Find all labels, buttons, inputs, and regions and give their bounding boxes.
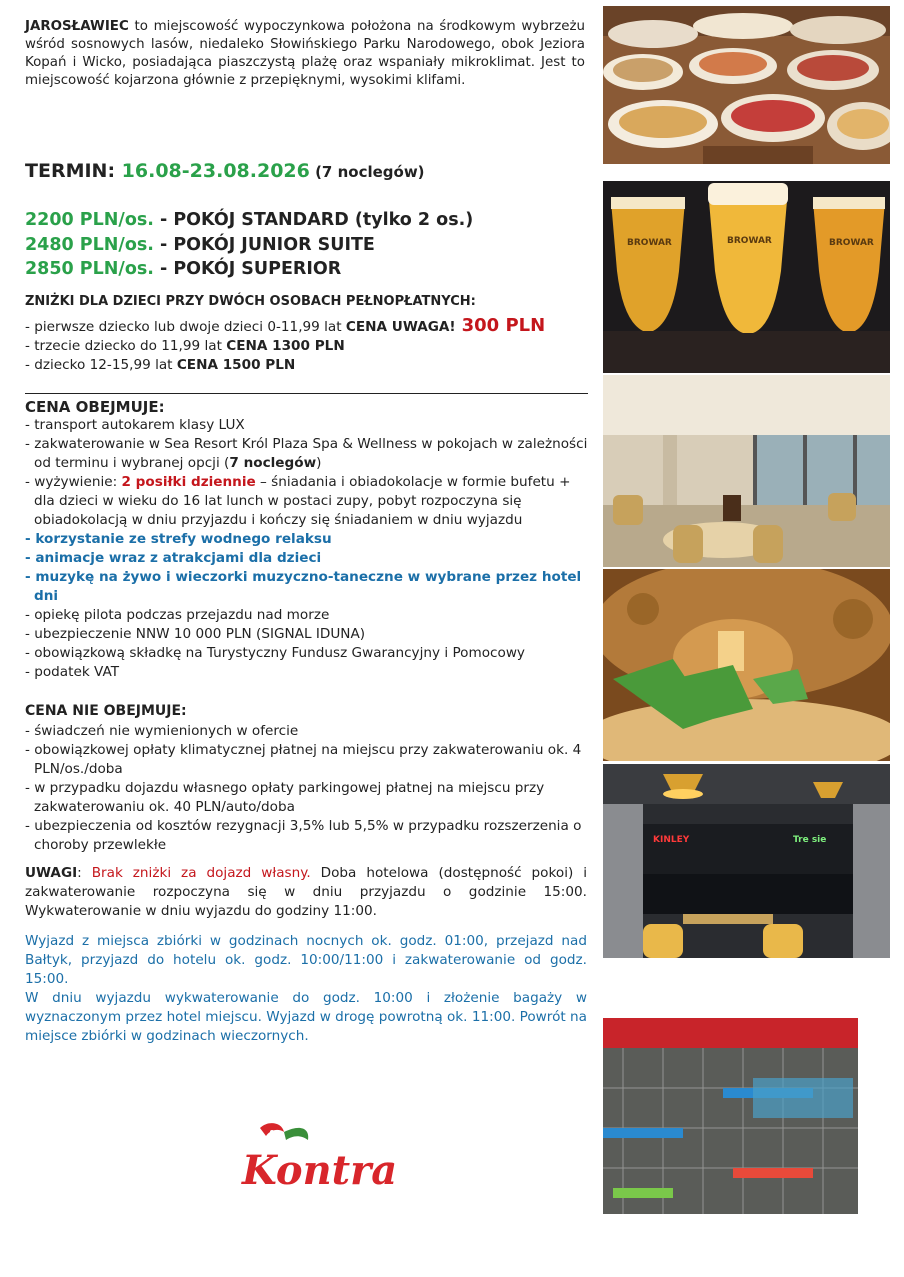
- buffet-photo: [603, 6, 890, 164]
- intro-text: to miejscowość wypoczynkowa położona na środkowym wybrzeżu wśród sosnowych lasów, niedaleko Słowińskiego Parku Narodowego, obok Jeziora Kopań i Wicko, posiadająca piaszczystą plażę oraz wspaniały mikroklimat. Jest to miejscowość kojarzona głównie z przepięknymi, wysokimi klifami.: [25, 19, 585, 88]
- termin-label: TERMIN:: [25, 160, 122, 182]
- price-row: [25, 257, 473, 282]
- lobby-photo: [603, 375, 890, 567]
- salt-cave-photo: [603, 569, 890, 761]
- includes-item: - opiekę pilota podczas przejazdu nad morze: [25, 607, 330, 623]
- playground-photo: [603, 1018, 858, 1214]
- includes-item: - korzystanie ze strefy wodnego relaksu: [25, 531, 332, 547]
- room-type: - POKÓJ JUNIOR SUITE: [153, 234, 375, 255]
- room-type: - POKÓJ SUPERIOR: [153, 259, 342, 279]
- notes-paragraph: [25, 864, 587, 921]
- price-value: 2200 PLN/os.: [25, 210, 154, 230]
- discount-list: [25, 316, 545, 375]
- includes-item: - obowiązkową składkę na Turystyczny Fundusz Gwarancyjny i Pomocowy: [25, 645, 525, 661]
- discount-highlight-price: 300 PLN: [461, 315, 546, 336]
- intro-lead: JAROSŁAWIEC: [25, 19, 129, 34]
- includes-heading: CENA OBEJMUJE:: [25, 398, 165, 416]
- discount-heading: ZNIŻKI DLA DZIECI PRZY DWÓCH OSOBACH PEŁNOPŁATNYCH:: [25, 294, 476, 309]
- discount-item: [25, 356, 545, 375]
- beer-label: BROWAR: [727, 236, 772, 246]
- excludes-item: - obowiązkowej opłaty klimatycznej płatnej na miejscu przy zakwaterowaniu ok. 4 PLN/os./doba: [25, 742, 582, 777]
- notes-text: Doba hotelowa (dostępność pokoi) i zakwaterowanie rozpoczyna się w dniu przyjazdu o godzinie 15:00. Wykwaterowanie w dniu wyjazdu do godziny 11:00.: [25, 865, 588, 919]
- includes-item: - ubezpieczenie NNW 10 000 PLN (SIGNAL IDUNA): [25, 626, 366, 642]
- discount-bold: CENA 1300 PLN: [226, 338, 345, 354]
- includes-item: [25, 473, 590, 530]
- discount-bold: CENA UWAGA!: [345, 319, 456, 335]
- includes-list: [25, 416, 590, 682]
- excludes-item: - ubezpieczenia od kosztów rezygnacji 3,5% lub 5,5% w przypadku rozszerzenia o choroby przewlekłe: [25, 818, 582, 853]
- excludes-list: [25, 722, 590, 855]
- travel-paragraph: Wyjazd z miejsca zbiórki w godzinach nocnych ok. godz. 01:00, przejazd nad Bałtyk, przyjazd do hotelu ok. godz. 10:00/11:00 i zakwaterowanie od godz. 15:00.: [25, 933, 587, 987]
- svg-text:Kontra: Kontra: [242, 1147, 398, 1194]
- includes-item: - animacje wraz z atrakcjami dla dzieci: [25, 550, 322, 566]
- travel-paragraph: W dniu wyjazdu wykwaterowanie do godz. 10:00 i złożenie bagaży w wyznaczonym przez hotel miejscu. Wyjazd w drogę powrotną ok. 11:00. Powrót na miejsce zbiórki w godzinach wieczornych.: [25, 990, 587, 1044]
- includes-text: - wyżywienie:: [25, 474, 122, 490]
- includes-item: - podatek VAT: [25, 664, 119, 680]
- excludes-item: - w przypadku dojazdu własnego opłaty parkingowej płatnej na miejscu przy zakwaterowaniu ok. 40 PLN/auto/doba: [25, 780, 545, 815]
- notes-warning: Brak zniżki za dojazd własny.: [91, 865, 311, 881]
- discount-text: - dziecko 12-15,99 lat: [25, 357, 177, 373]
- termin-line: [25, 160, 425, 182]
- includes-highlight: 2 posiłki dziennie: [121, 474, 256, 490]
- discount-bold: CENA 1500 PLN: [176, 357, 296, 373]
- includes-text: - zakwaterowanie w Sea Resort Król Plaza Spa & Wellness w pokojach w zależności od terminu i wybranej opcji (: [25, 436, 588, 471]
- discount-item: [25, 337, 545, 356]
- includes-bold: 7 noclegów: [229, 455, 317, 471]
- divider: [25, 393, 588, 394]
- travel-info: [25, 932, 587, 1046]
- termin-nights: (7 noclegów): [309, 163, 425, 181]
- price-row: [25, 208, 473, 233]
- includes-text: ): [316, 455, 322, 471]
- discount-item: [25, 316, 545, 337]
- notes-label: UWAGI: [25, 865, 78, 881]
- beer-photo: [603, 181, 890, 373]
- discount-text: - trzecie dziecko do 11,99 lat: [25, 338, 227, 354]
- beer-label: BROWAR: [829, 238, 874, 248]
- excludes-item: - świadczeń nie wymienionych w ofercie: [25, 723, 299, 739]
- notes-colon: :: [77, 865, 92, 881]
- beer-label: BROWAR: [627, 238, 672, 248]
- price-value: 2480 PLN/os.: [25, 234, 154, 255]
- intro-paragraph: [25, 18, 585, 90]
- includes-item: - muzykę na żywo i wieczorki muzyczno-taneczne w wybrane przez hotel dni: [25, 569, 582, 604]
- excludes-heading: CENA NIE OBEJMUJE:: [25, 703, 187, 719]
- neon-sign: Tre sie: [793, 835, 827, 845]
- price-value: 2850 PLN/os.: [25, 259, 154, 279]
- room-type: - POKÓJ STANDARD (tylko 2 os.): [153, 210, 474, 230]
- includes-item: - transport autokarem klasy LUX: [25, 417, 245, 433]
- bar-photo: [603, 764, 890, 958]
- price-list: [25, 208, 473, 282]
- discount-text: - pierwsze dziecko lub dwoje dzieci 0-11,99 lat: [25, 319, 346, 335]
- price-row: [25, 233, 473, 258]
- termin-dates: 16.08-23.08.2026: [121, 160, 310, 182]
- includes-item: [25, 435, 590, 473]
- kontra-logo: [238, 1118, 400, 1196]
- neon-sign: KINLEY: [653, 835, 690, 845]
- includes-text: – śniadania i obiadokolacje w formie bufetu + dla dzieci w wieku do 16 lat lunch w postaci zupy, pobyt rozpoczyna się obiadokolacją w dniu przyjazdu i kończy się śniadaniem w dniu wyjazdu: [34, 474, 571, 528]
